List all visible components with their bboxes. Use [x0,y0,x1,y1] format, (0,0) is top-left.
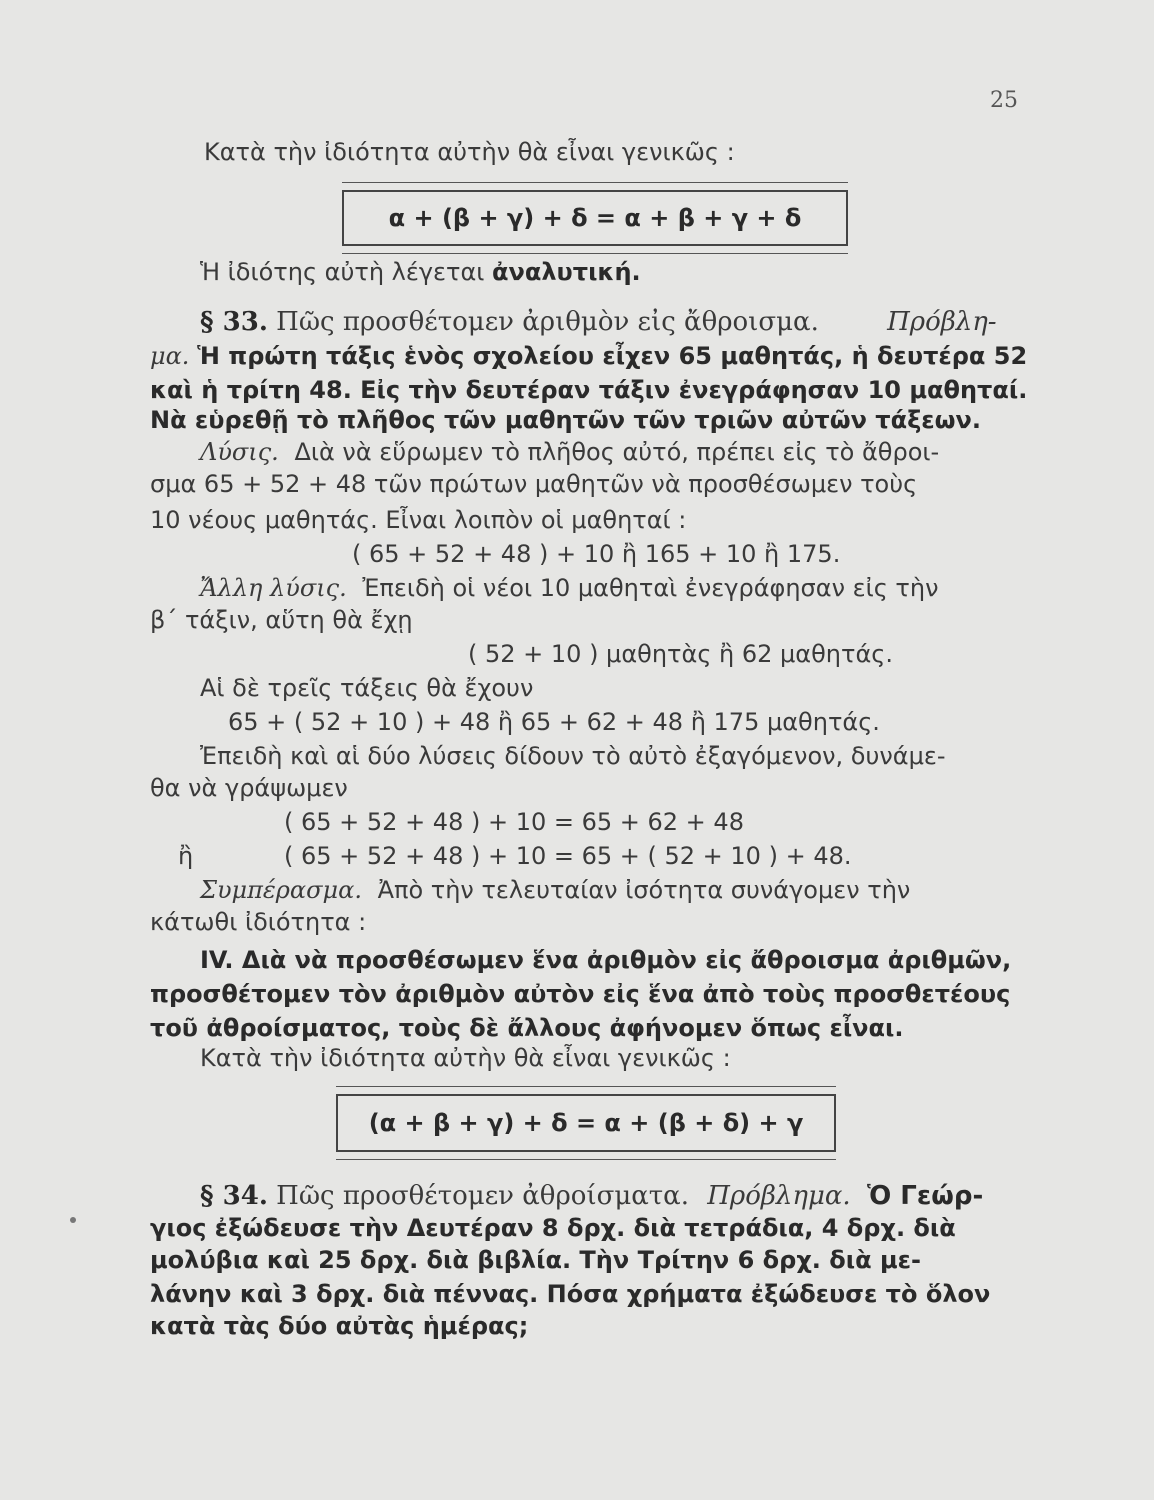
solution-line-2: σμα 65 + 52 + 48 τῶν πρώτων μαθητῶν νὰ προσθέσωμεν τοὺς [150,470,918,498]
property-name-term: ἀναλυτική. [492,258,641,286]
solution-line-1 [200,436,939,468]
conclusion-text-1: Ἀπὸ τὴν τελευταίαν ἰσότητα συνάγομεν τὴν [377,876,911,904]
since-line-1: Ἐπειδὴ καὶ αἱ δύο λύσεις δίδουν τὸ αὐτὸ ἐξαγόμενον, δυνάμε- [200,742,946,770]
margin-dot [70,1217,76,1223]
equation-b: ( 65 + 52 + 48 ) + 10 = 65 + ( 52 + 10 ) + 48. [284,842,852,870]
alt-solution-line-1 [200,572,939,604]
formula-2: (α + β + γ) + δ = α + (β + δ) + γ [368,1109,804,1137]
problem-34-text-1: Ὁ Γεώρ- [866,1181,984,1211]
problem-label-part1: Πρόβλη- [887,307,997,337]
alt-equation-2: 65 + ( 52 + 10 ) + 48 ἢ 65 + 62 + 48 ἢ 175 μαθητάς. [228,708,880,736]
section-34-heading [200,1180,983,1212]
problem-34-line-5: κατὰ τὰς δύο αὐτὰς ἡμέρας; [150,1312,529,1340]
problem-33-line-2: καὶ ἡ τρίτη 48. Εἰς τὴν δευτέραν τάξιν ἐνεγράφησαν 10 μαθηταί. [150,376,1028,404]
problem-34-line-4: λάνην καὶ 3 δρχ. διὰ πέννας. Πόσα χρήματα ἐξώδευσε τὸ ὅλον [150,1280,991,1308]
page-number: 25 [990,88,1018,113]
problem-33-line-1 [150,340,1027,372]
solution-equation: ( 65 + 52 + 48 ) + 10 ἢ 165 + 10 ἢ 175. [352,540,841,568]
rule-line-1: IV. Διὰ νὰ προσθέσωμεν ἕνα ἀριθμὸν εἰς ἄθροισμα ἀριθμῶν, [200,946,1012,974]
solution-label: Λύσις. [200,438,279,466]
alt-solution-line-2: β΄ τάξιν, αὕτη θὰ ἔχῃ [150,606,413,634]
solution-line-3: 10 νέους μαθητάς. Εἶναι λοιπὸν οἱ μαθηταί : [150,506,687,534]
formula-box-1 [342,190,848,246]
property-name-line [200,256,641,288]
conclusion-line-1 [200,874,910,906]
alt-solution-label: Ἄλλη λύσις. [200,574,347,602]
rule-line-2: προσθέτομεν τὸν ἀριθμὸν αὐτὸν εἰς ἕνα ἀπὸ τοὺς προσθετέους [150,980,1011,1008]
section-33-title: Πῶς προσθέτομεν ἀριθμὸν εἰς ἄθροισμα. [276,307,819,337]
problem-34-line-2: γιος ἐξώδευσε τὴν Δευτέραν 8 δρχ. διὰ τετράδια, 4 δρχ. διὰ [150,1214,956,1242]
rule-line-3: τοῦ ἀθροίσματος, τοὺς δὲ ἄλλους ἀφήνομεν ὅπως εἶναι. [150,1014,904,1042]
equation-or: ἢ [178,842,194,870]
section-33-heading [200,306,997,338]
problem-label-part2: μα. [150,342,190,370]
alt-equation-1: ( 52 + 10 ) μαθητὰς ἢ 62 μαθητάς. [468,640,894,668]
problem-33-text-1: Ἡ πρώτη τάξις ἑνὸς σχολείου εἶχεν 65 μαθητάς, ἡ δευτέρα 52 [197,342,1028,370]
section-34-number: § 34. [200,1181,268,1211]
conclusion-line-2: κάτωθι ἰδιότητα : [150,908,367,936]
equation-a: ( 65 + 52 + 48 ) + 10 = 65 + 62 + 48 [284,808,744,836]
alt-solution-line-3: Αἱ δὲ τρεῖς τάξεις θὰ ἔχουν [200,674,534,702]
section-34-title: Πῶς προσθέτομεν ἀθροίσματα. [276,1181,689,1211]
alt-solution-text-1: Ἐπειδὴ οἱ νέοι 10 μαθηταὶ ἐνεγράφησαν εἰς τὴν [362,574,939,602]
since-line-2: θα νὰ γράψωμεν [150,774,348,802]
formula-box-2 [336,1094,836,1152]
intro-line-2: Κατὰ τὴν ἰδιότητα αὐτὴν θὰ εἶναι γενικῶς : [200,1044,731,1072]
solution-text-1: Διὰ νὰ εὕρωμεν τὸ πλῆθος αὐτό, πρέπει εἰς τὸ ἄθροι- [294,438,940,466]
formula-1: α + (β + γ) + δ = α + β + γ + δ [388,204,802,232]
problem-34-line-3: μολύβια καὶ 25 δρχ. διὰ βιβλία. Τὴν Τρίτην 6 δρχ. διὰ με- [150,1246,921,1274]
section-33-number: § 33. [200,307,268,337]
problem-33-line-3: Νὰ εὑρεθῇ τὸ πλῆθος τῶν μαθητῶν τῶν τριῶν αὐτῶν τάξεων. [150,406,981,434]
problem-34-label: Πρόβλημα. [707,1181,851,1211]
property-name-text: Ἡ ἰδιότης αὐτὴ λέγεται [200,258,493,286]
intro-line-1: Κατὰ τὴν ἰδιότητα αὐτὴν θὰ εἶναι γενικῶς : [204,138,735,166]
conclusion-label: Συμπέρασμα. [200,876,362,904]
